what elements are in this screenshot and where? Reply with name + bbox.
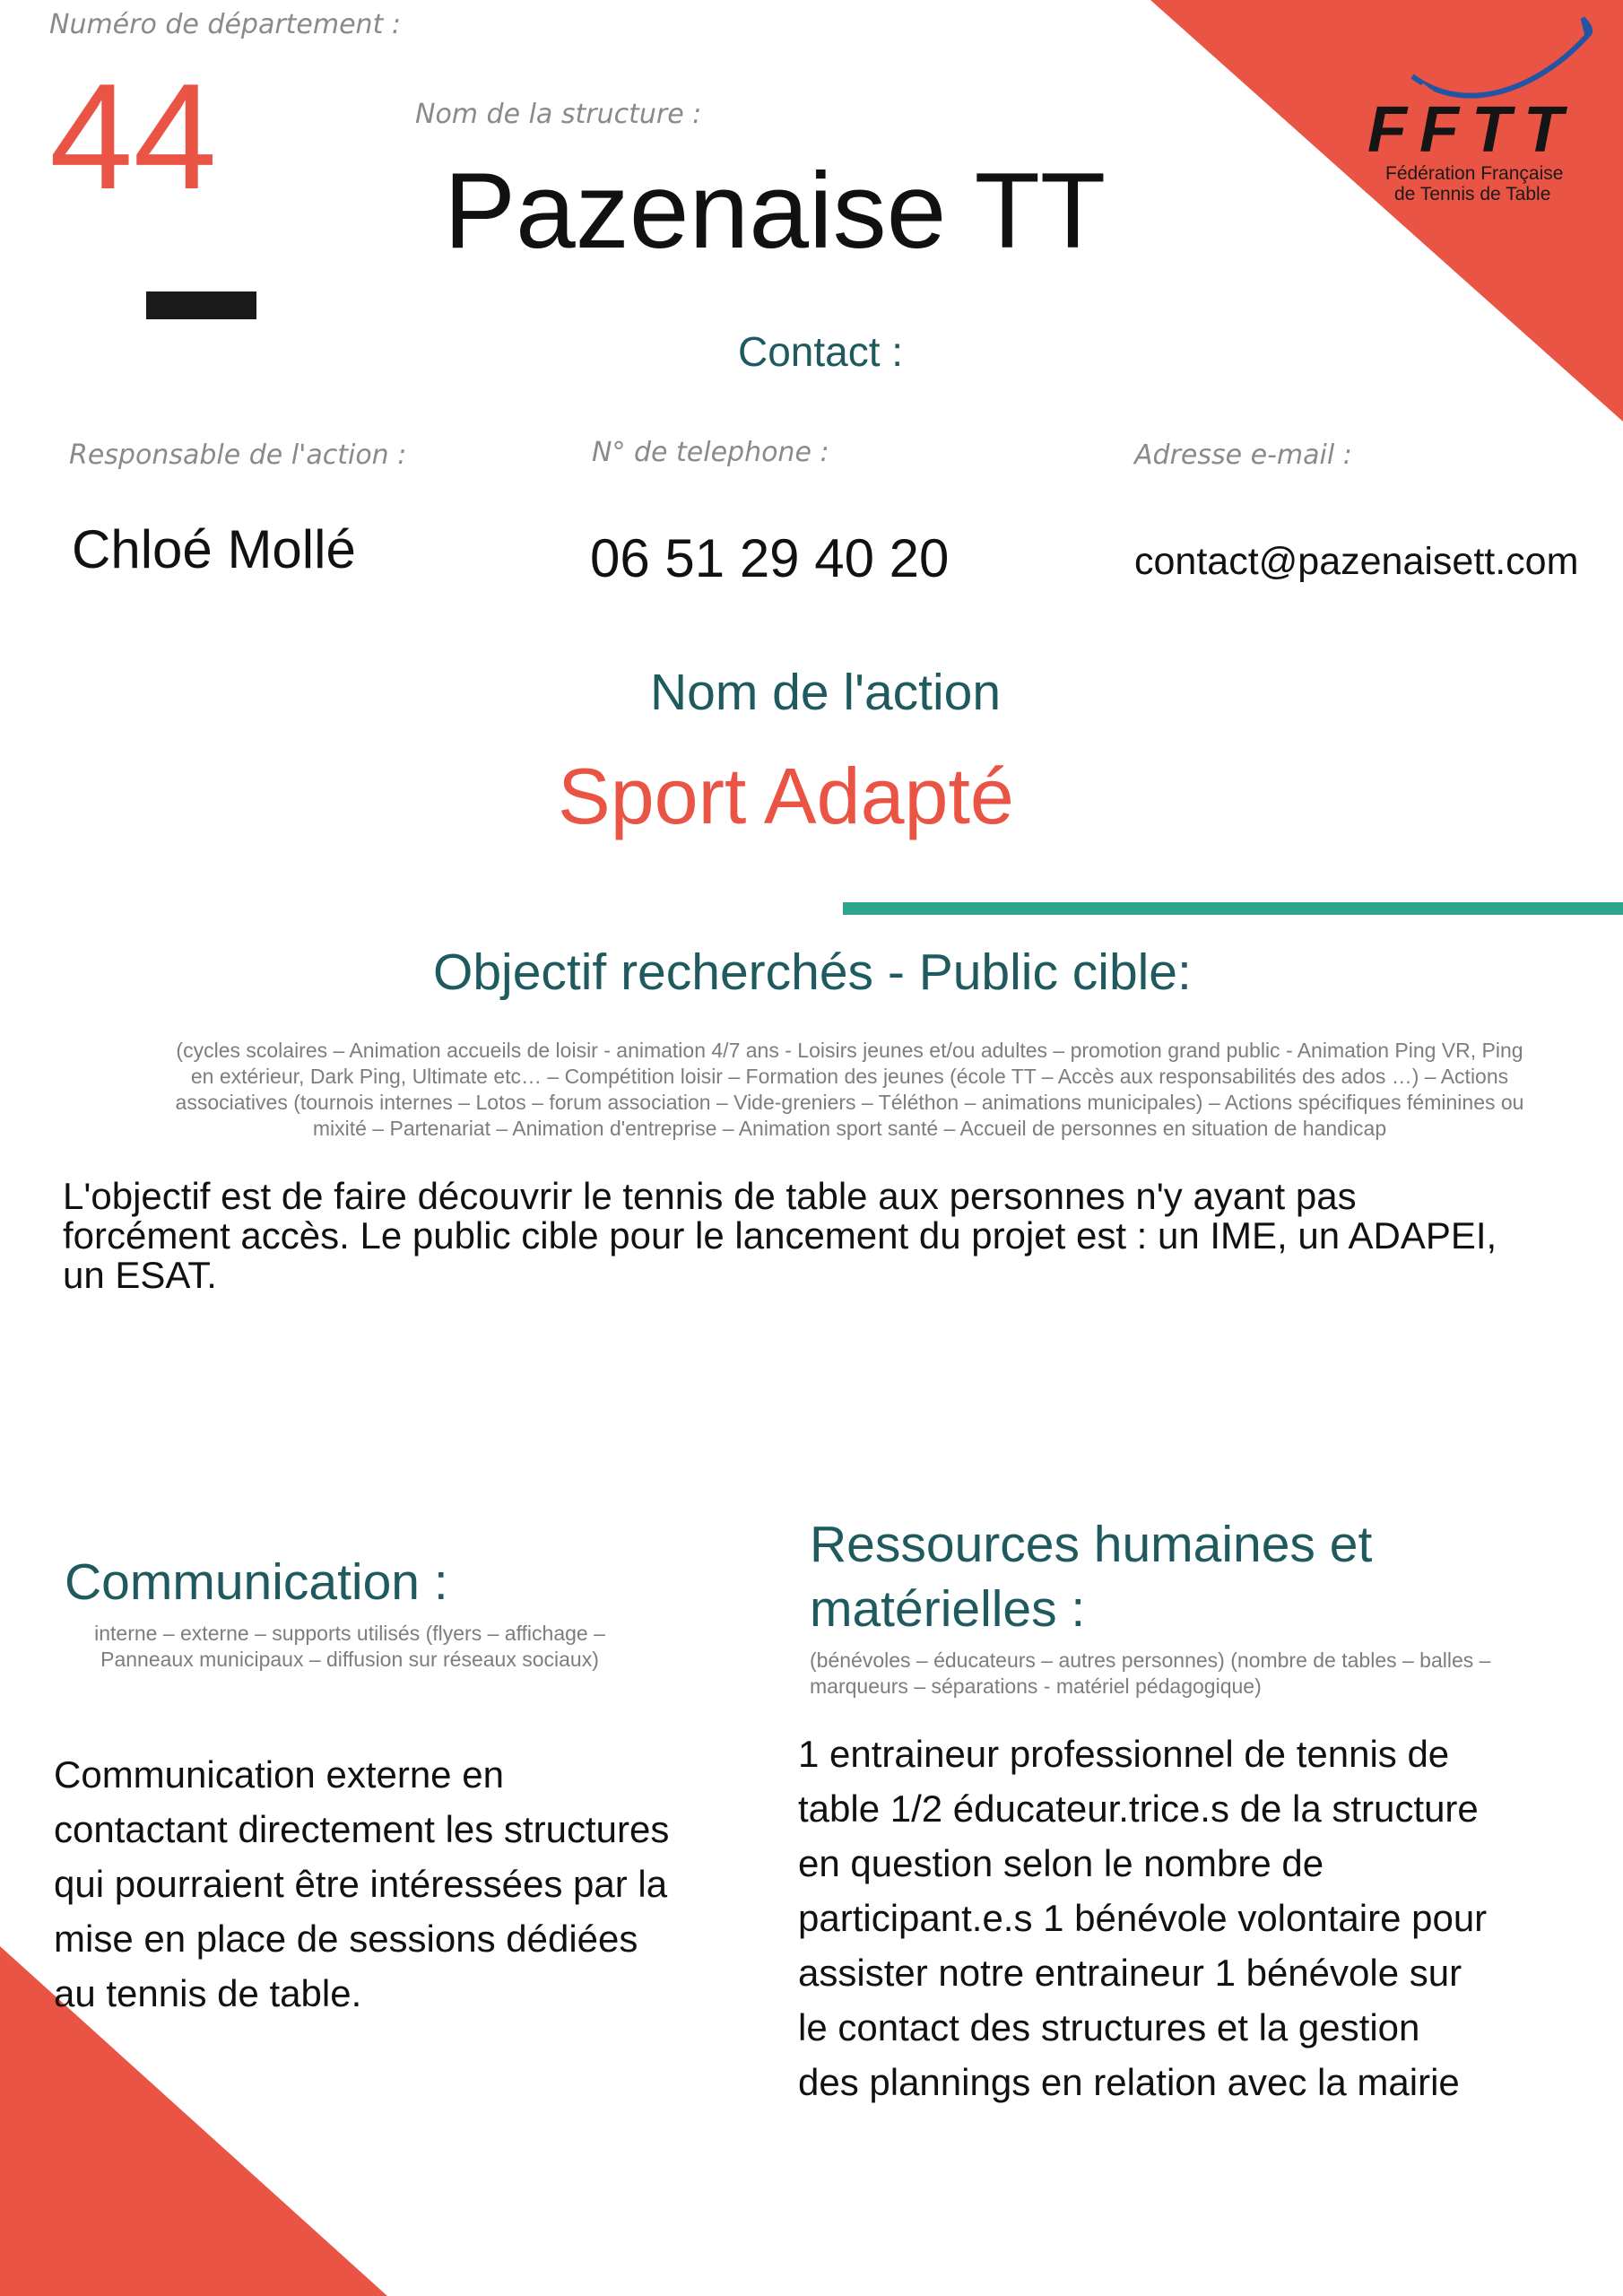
responsable-value: Chloé Mollé xyxy=(72,519,356,579)
ressources-text: 1 entraineur professionnel de tennis de table 1/2 éducateur.trice.s de la structure en question selon le nombre de participant.e.s 1 bénévole volontaire pour assister notre entraineur 1 bénévole sur le contact des structures et la gestion des plannings en relation avec la mairie xyxy=(798,1733,1488,2103)
communication-text: Communication externe en contactant directement les structures qui pourraient être intéressées par la mise en place de sessions dédiées au tennis de table. xyxy=(54,1753,670,2014)
action-name: Sport Adapté xyxy=(558,752,1014,840)
fftt-logo-line2: de Tennis de Table xyxy=(1394,184,1551,204)
ressources-text-clip xyxy=(798,1726,1506,2242)
objectif-hint: (cycles scolaires – Animation accueils de loisir - animation 4/7 ans - Loisirs jeunes et/ou adultes – promotion grand public - Animation Ping VR, Ping en extérieur, Dark Ping, Ultimate etc… – Compétition loisir – Formation des jeunes (école TT – Accès aux responsabilités des ados …) – Actions associatives (tournois internes – Lotos – forum association – Vide-greniers – Téléthon – animations municipales) – Actions spécifiques féminines ou mixité – Partenariat – Animation d'entreprise – Animation sport santé – Accueil de personnes en situation de handicap xyxy=(175,1039,1524,1140)
fftt-logo xyxy=(1358,9,1610,215)
action-heading: Nom de l'action xyxy=(650,664,1002,721)
responsable-label: Responsable de l'action : xyxy=(69,439,407,471)
ressources-heading: Ressources humaines et matérielles : xyxy=(810,1516,1373,1638)
fftt-logo-line1: Fédération Française xyxy=(1385,163,1564,184)
section-divider-bar xyxy=(843,902,1623,915)
email-value[interactable]: contact@pazenaisett.com xyxy=(1134,540,1579,583)
objectif-heading: Objectif recherchés - Public cible: xyxy=(433,944,1192,1001)
phone-value: 06 51 29 40 20 xyxy=(590,528,950,588)
departement-number: 44 xyxy=(49,52,217,221)
communication-hint: interne – externe – supports utilisés (flyers – affichage – Panneaux municipaux – diffusion sur réseaux sociaux) xyxy=(94,1622,605,1671)
fftt-logo-letters: FFTT xyxy=(1367,94,1575,166)
communication-heading: Communication : xyxy=(65,1553,448,1611)
email-label: Adresse e-mail : xyxy=(1134,439,1352,471)
departement-label: Numéro de département : xyxy=(49,9,401,40)
structure-name: Pazenaise TT xyxy=(444,151,1107,271)
structure-label: Nom de la structure : xyxy=(415,99,702,130)
ressources-hint: (bénévoles – éducateurs – autres personnes) (nombre de tables – balles – marqueurs – séparations - matériel pédagogique) xyxy=(810,1648,1491,1698)
objectif-text: L'objectif est de faire découvrir le tennis de table aux personnes n'y ayant pas forcément accès. Le public cible pour le lancement du projet est : un IME, un ADAPEI, un ESAT. xyxy=(63,1175,1497,1296)
departement-underline-bar xyxy=(146,291,256,319)
phone-label: N° de telephone : xyxy=(592,437,829,468)
contact-heading: Contact : xyxy=(738,328,904,375)
